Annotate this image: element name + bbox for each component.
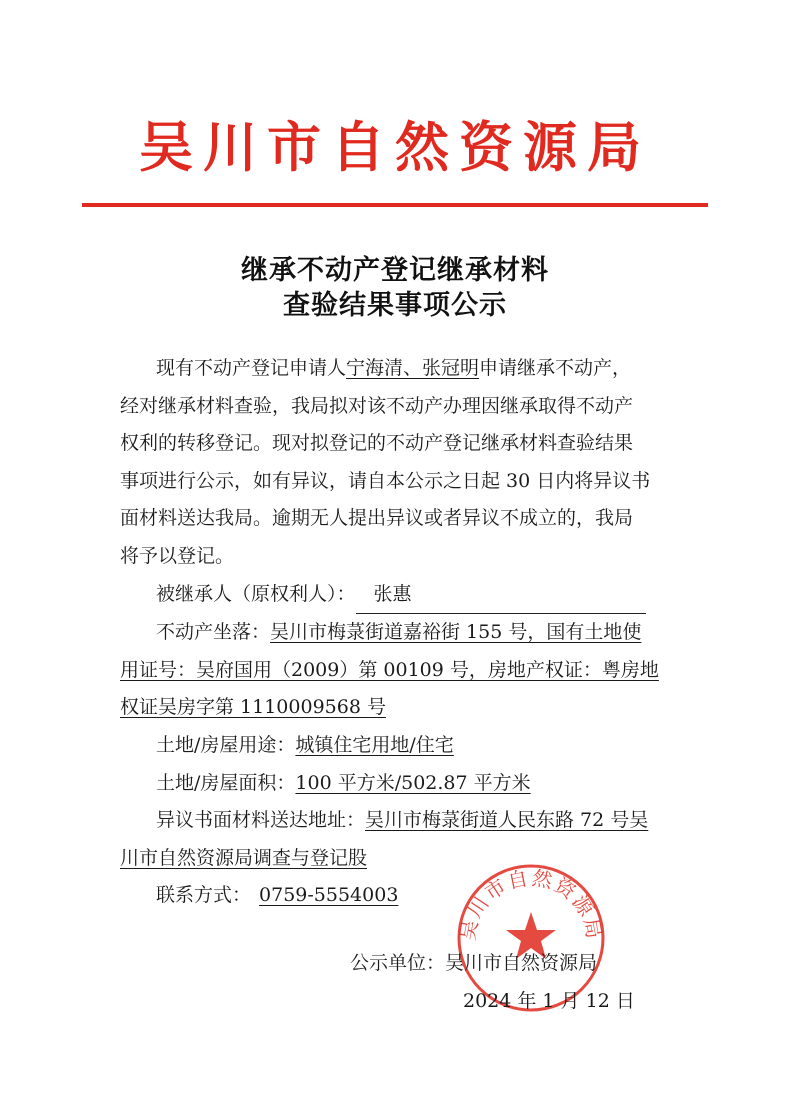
- body-paragraph: [120, 350, 659, 915]
- header-divider: [82, 203, 708, 207]
- applicants: 宁海清、张冠明: [346, 357, 480, 379]
- intro-text: 现有不动产登记申请人: [156, 357, 347, 379]
- location-label: 不动产坐落：: [156, 621, 271, 644]
- area-value: 100 平方米/502.87 平方米: [295, 771, 531, 794]
- notice-title-line1: 继承不动产登记继承材料: [241, 255, 549, 286]
- address-row: [120, 802, 659, 840]
- publisher-label: 公示单位：: [350, 952, 446, 974]
- usage-label: 土地/房屋用途：: [156, 733, 296, 756]
- notice-date: 2024 年 1 月 12 日: [463, 990, 635, 1012]
- intro-line: 将予以登记。: [120, 544, 235, 567]
- decedent-row: [120, 576, 659, 615]
- address-value: 吴川市梅菉街道人民东路 72 号吴: [365, 809, 649, 832]
- location-value: 吴川市梅菉街道嘉裕街 155 号，国有土地使: [270, 621, 642, 644]
- usage-row: [120, 727, 659, 765]
- address-label: 异议书面材料送达地址：: [156, 809, 366, 832]
- decedent-value: 张惠: [356, 576, 646, 615]
- contact-value: 0759-5554003: [259, 884, 399, 907]
- intro-line: 权利的转移登记。现对拟登记的不动产登记继承材料查验结果: [120, 432, 634, 455]
- intro-line: 事项进行公示，如有异议，请自本公示之日起 30 日内将异议书: [120, 469, 651, 492]
- location-value: 用证号：吴府国用（2009）第 00109 号，房地产权证：粤房地: [120, 658, 659, 681]
- publisher-name: 吴川市自然资源局: [445, 952, 598, 974]
- location-row: [120, 614, 659, 652]
- area-row: [120, 765, 659, 803]
- seal-text: 吴川市自然资源局: [455, 865, 607, 943]
- usage-value: 城镇住宅用地/住宅: [295, 733, 454, 756]
- publisher-row: [350, 948, 597, 975]
- notice-title-line2: 查验结果事项公示: [283, 290, 507, 321]
- intro-line: 经对继承材料查验，我局拟对该不动产办理因继承取得不动产: [120, 394, 634, 417]
- intro-text: 申请继承不动产，: [479, 357, 632, 379]
- area-label: 土地/房屋面积：: [156, 771, 296, 794]
- location-value: 权证吴房字第 1110009568 号: [120, 696, 386, 719]
- intro-line: 面材料送达我局。逾期无人提出异议或者异议不成立的，我局: [120, 507, 634, 530]
- decedent-label: 被继承人（原权利人）：: [156, 582, 356, 605]
- address-value: 川市自然资源局调查与登记股: [120, 846, 368, 869]
- contact-label: 联系方式：: [156, 884, 252, 907]
- issuer-header: 吴川市自然资源局: [139, 116, 651, 179]
